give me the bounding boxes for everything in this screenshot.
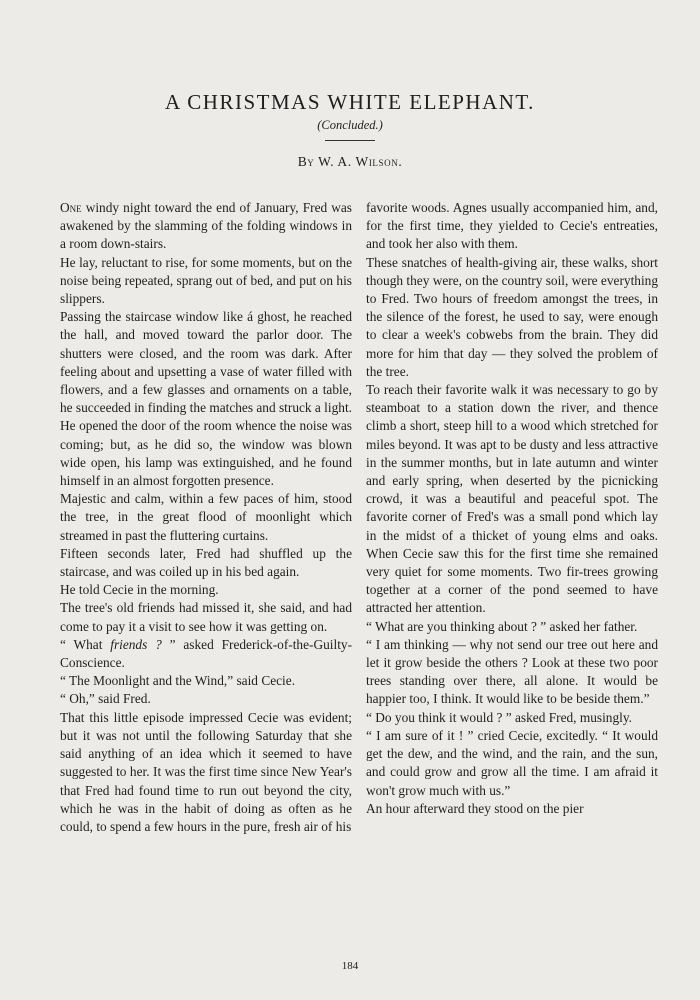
paragraph: He told Cecie in the morning. <box>60 582 219 598</box>
paragraph: These snatches of health-giving air, these walks, short though they were, on the country soil, were everything to Fred. Two hours of freedom amongst the trees, in the silence of the forest, he used to say, were enough to clear a week's cobwebs from the brain. They did more for him that day — they solved the problem of the tree. <box>366 254 658 379</box>
paragraph-text: “ What <box>60 636 111 652</box>
lead-word: One <box>60 200 82 215</box>
paragraph: “ Oh,” said Fred. <box>60 691 151 707</box>
paragraph: He lay, reluctant to rise, for some moments, but on the noise being repeated, sprang out of bed, and put on his slippers. <box>60 254 352 307</box>
paragraph: Fifteen seconds later, Fred had shuffled up the staircase, and was coiled up in his bed again. <box>60 545 352 580</box>
right-column <box>366 199 658 818</box>
left-column <box>60 199 352 836</box>
paragraph: That this little episode impressed Cecie was evident; but it was not until the following Saturday that she said anything of an idea which it seemed to have suggested to her. It was the first time since New Year's that Fred had found time to run out beyond the city, which he was in the habit of doing as often as he could, to spend a few hours in the pure, fresh air of his <box>60 709 352 834</box>
paragraph-text: ” asked Frederick-of-the-Guilty-Conscience. <box>60 636 353 671</box>
paragraph-text: windy night toward the end of January, Fred was awakened by the slamming of the folding windows in a room down-stairs. <box>60 200 352 252</box>
paragraph: “ I am thinking — why not send our tree out here and let it grow beside the others ? Look at these two poor trees standing over there, all alone. It would be happier too, I think. It would like to be beside them.” <box>366 636 658 707</box>
paragraph: To reach their favorite walk it was necessary to go by steamboat to a station down the river, and thence climb a short, steep hill to a wood which stretched for miles beyond. It was apt to be dusty and less attractive in the summer months, but in late autumn and winter and early spring, when deserted by the picnicking crowd, it was a beautiful and peaceful spot. The favorite corner of Fred's was a small pond which lay in the midst of a thicket of young elms and oaks. When Cecie saw this for the first time she remained very quiet for some moments. Two fir-trees growing together at a corner of the pond seemed to have attracted her attention. <box>366 382 658 616</box>
paragraph: Passing the staircase window like á ghost, he reached the hall, and moved toward the parlor door. The shutters were closed, and the room was dark. After feeling about and upsetting a vase of water filled with flowers, and a few glasses and ornaments on a table, he succeeded in finding the matches and struck a light. <box>60 309 352 416</box>
paragraph: The tree's old friends had missed it, she said, and had come to pay it a visit to see how it was getting on. <box>60 600 352 634</box>
paragraph: “ The Moonlight and the Wind,” said Cecie. <box>60 673 296 689</box>
article-byline: By W. A. Wilson. <box>297 154 403 169</box>
paragraph: He opened the door of the room whence the noise was coming; but, as he did so, the window was blown wide open, his lamp was extinguished, and he found himself in an almost forgotten presence. <box>60 418 352 489</box>
paragraph: “ I am sure of it ! ” cried Cecie, excitedly. “ It would get the dew, and the wind, and the rain, and the sun, and could grow and grow all the time. I am afraid it won't grow much with us.” <box>366 727 658 798</box>
italic-text: friends ? <box>110 636 162 652</box>
article-title: A CHRISTMAS WHITE ELEPHANT. <box>165 90 535 114</box>
paragraph: Majestic and calm, within a few paces of him, stood the tree, in the great flood of moonlight which streamed in past the fluttering curtains. <box>60 491 352 543</box>
paragraph: “ What are you thinking about ? ” asked her father. <box>366 618 638 634</box>
title-divider <box>325 140 375 141</box>
article-subtitle: (Concluded.) <box>317 118 383 132</box>
page-number: 184 <box>341 960 359 972</box>
paragraph: “ Do you think it would ? ” asked Fred, musingly. <box>366 709 632 725</box>
paragraph: favorite woods. Agnes usually accompanied him, and, for the first time, they yielded to Cecie's entreaties, and took her also with them. <box>366 200 658 252</box>
paragraph: An hour afterward they stood on the pier <box>366 800 584 816</box>
paragraph <box>60 636 352 672</box>
paragraph <box>60 199 352 254</box>
